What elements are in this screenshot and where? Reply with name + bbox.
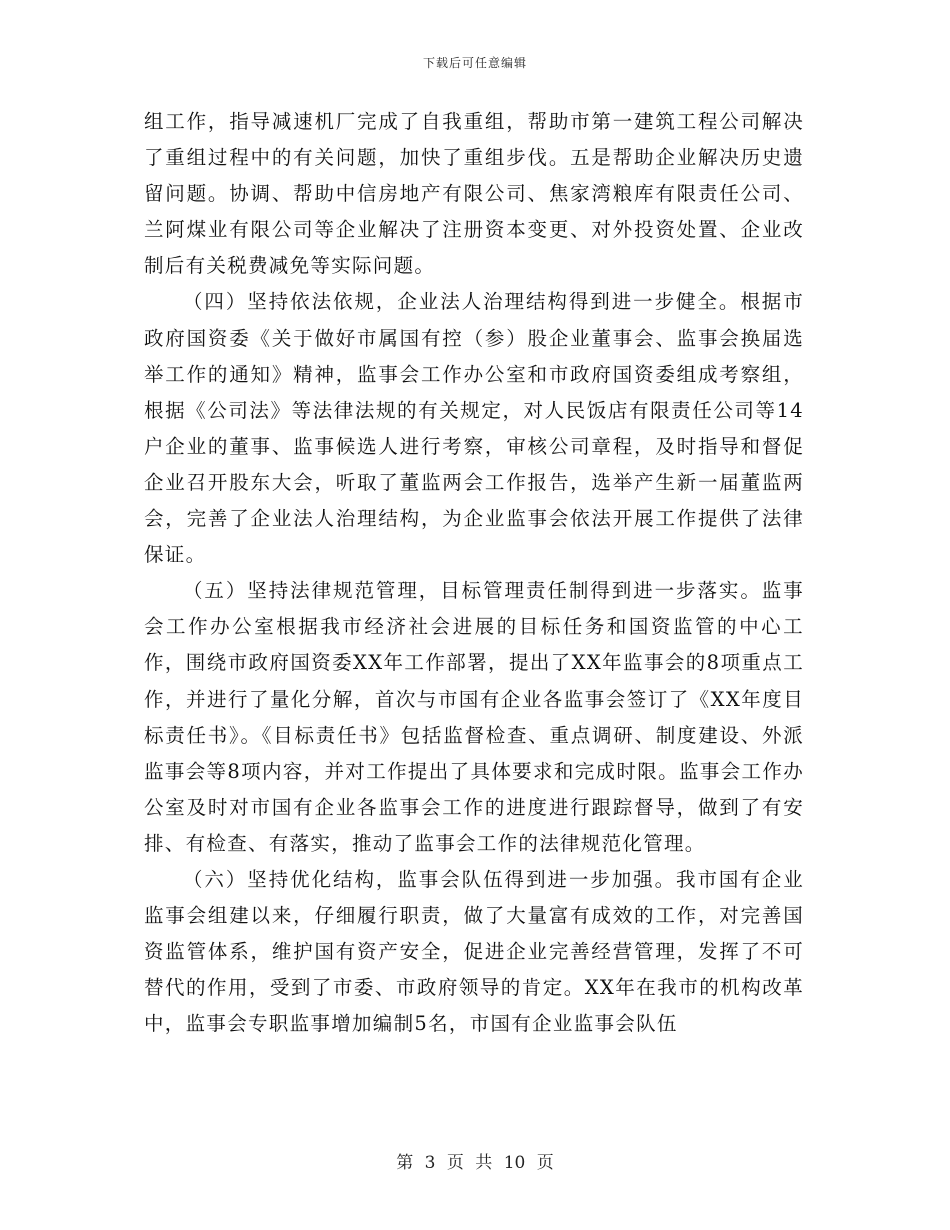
page-number-footer: 第 3 页 共 10 页 [396, 1153, 554, 1173]
paragraph-3: （五）坚持法律规范管理，目标管理责任制得到进一步落实。监事会工作办公室根据我市经济社会进展的目标任务和国资监管的中心工作，围绕市政府国资委XX年工作部署，提出了XX年监事会的8项重点工作，并进行了量化分解，首次与市国有企业各监事会签订了《XX年度目标责任书》。《目标责任书》包括监督检查、重点调研、制度建设、外派监事会等8项内容，并对工作提出了具体要求和完成时限。监事会工作办公室及时对市国有企业各监事会工作的进度进行跟踪督导，做到了有安排、有检查、有落实，推动了监事会工作的法律规范化管理。 [144, 579, 804, 855]
document-body [144, 104, 804, 1042]
paragraph-1: 组工作，指导减速机厂完成了自我重组，帮助市第一建筑工程公司解决了重组过程中的有关问题，加快了重组步伐。五是帮助企业解决历史遗留问题。协调、帮助中信房地产有限公司、焦家湾粮库有限责任公司、兰阿煤业有限公司等企业解决了注册资本变更、对外投资处置、企业改制后有关税费减免等实际问题。 [144, 110, 804, 278]
paragraph-4: （六）坚持优化结构，监事会队伍得到进一步加强。我市国有企业监事会组建以来，仔细履行职责，做了大量富有成效的工作，对完善国资监管体系，维护国有资产安全，促进企业完善经营管理，发挥了不可替代的作用，受到了市委、市政府领导的肯定。XX年在我市的机构改革中，监事会专职监事增加编制5名，市国有企业监事会队伍 [144, 867, 804, 1036]
paragraph-2: （四）坚持依法依规，企业法人治理结构得到进一步健全。根据市政府国资委《关于做好市属国有控（参）股企业董事会、监事会换届选举工作的通知》精神，监事会工作办公室和市政府国资委组成考察组，根据《公司法》等法律法规的有关规定，对人民饭店有限责任公司等14户企业的董事、监事候选人进行考察，审核公司章程，及时指导和督促企业召开股东大会，听取了董监两会工作报告，选举产生新一届董监两会，完善了企业法人治理结构，为企业监事会依法开展工作提供了法律保证。 [144, 290, 804, 567]
page-header-note: 下载后可任意编辑 [422, 56, 527, 70]
